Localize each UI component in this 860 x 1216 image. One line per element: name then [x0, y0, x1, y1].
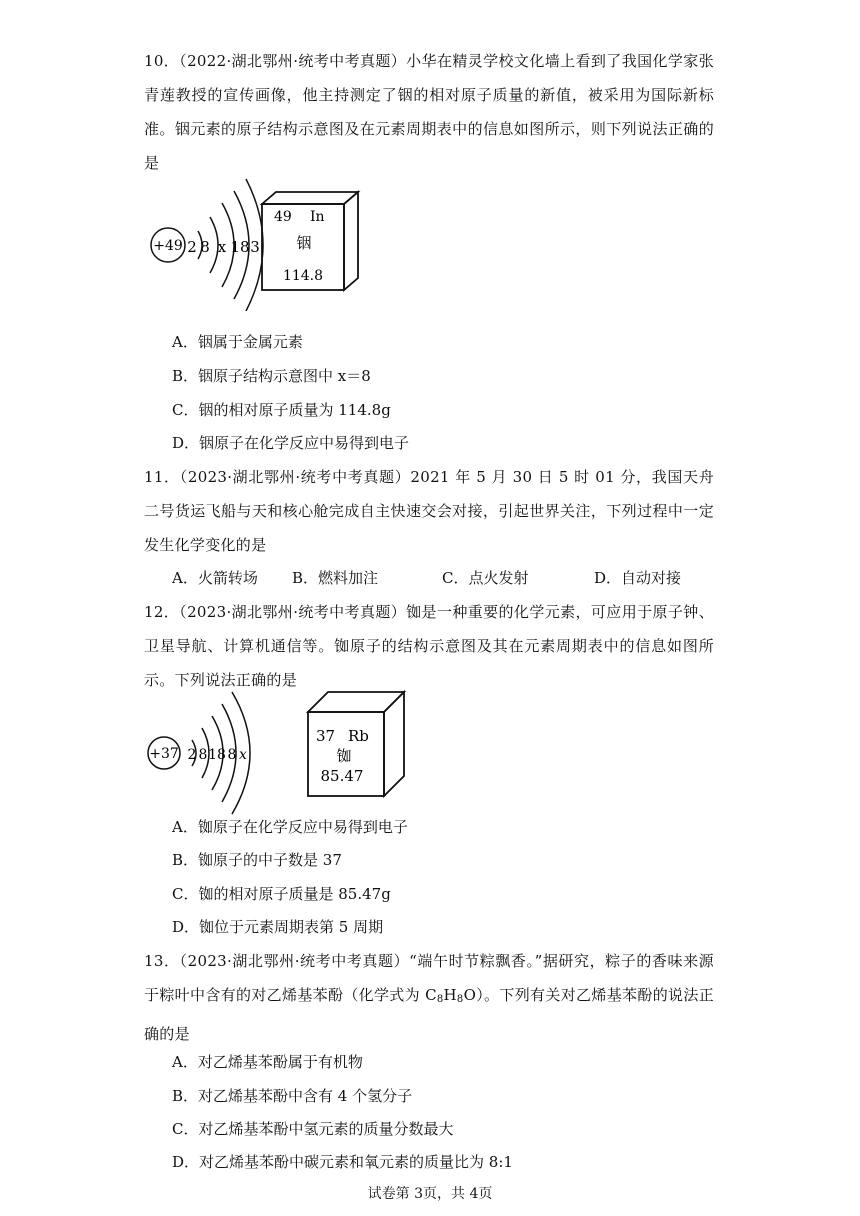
q13-option-d[interactable]: D．对乙烯基苯酚中碳元素和氧元素的质量比为 8:1 [172, 1153, 513, 1171]
q11-option-a[interactable]: A．火箭转场 [172, 569, 258, 587]
question-13-stem: 13．（2023·湖北鄂州·统考中考真题）“端午时节粽飘香。”据研究，粽子的香味来源于粽叶中含有的对乙烯基苯酚（化学式为 $C_8H_8O$）。下列有关对乙烯基苯酚的说法正确的是 [144, 952, 714, 1043]
q13-option-b[interactable]: B．对乙烯基苯酚中含有 4 个氢分子 [172, 1087, 413, 1105]
q13-option-c[interactable]: C．对乙烯基苯酚中氢元素的质量分数最大 [172, 1120, 454, 1138]
shell-electrons-2: 8 [198, 747, 208, 763]
q10-option-b[interactable]: B．铟原子结构示意图中 x＝8 [172, 367, 371, 385]
atomic-mass: 114.8 [282, 268, 324, 284]
shell-electrons-5: 3 [250, 238, 260, 256]
element-symbol: In [310, 209, 325, 225]
element-symbol: Rb [348, 727, 369, 745]
indium-atom-structure-diagram [140, 175, 270, 311]
shell-electrons-2: 8 [200, 238, 210, 256]
q11-option-b[interactable]: B．燃料加注 [292, 569, 379, 587]
rubidium-atom-structure-diagram [140, 690, 260, 816]
rubidium-periodic-table-cell [304, 690, 408, 800]
indium-periodic-table-cell [258, 190, 364, 294]
atomic-mass: 85.47 [320, 767, 364, 785]
q10-option-a[interactable]: A．铟属于金属元素 [172, 333, 303, 351]
element-name: 铷 [336, 747, 352, 765]
q11-option-c[interactable]: C．点火发射 [442, 569, 529, 587]
nucleus-charge: +49 [153, 238, 183, 254]
shell-electrons-4: 18 [230, 238, 250, 256]
q12-option-c[interactable]: C．铷的相对原子质量是 85.47g [172, 885, 391, 903]
shell-electrons-1: 2 [187, 238, 197, 256]
element-name: 铟 [296, 234, 312, 252]
shell-electrons-4: 8 [227, 747, 237, 763]
shell-electrons-3: 18 [208, 747, 226, 763]
q12-option-d[interactable]: D．铷位于元素周期表第 5 周期 [172, 918, 384, 936]
atomic-number: 49 [274, 209, 292, 225]
nucleus-charge: +37 [149, 746, 179, 762]
shell-electrons-3: x [217, 238, 227, 256]
question-12-stem: 12．（2023·湖北鄂州·统考中考真题）铷是一种重要的化学元素，可应用于原子钟、卫星导航、计算机通信等。铷原子的结构示意图及其在元素周期表中的信息如图所示。下列说法正确的是 [144, 603, 714, 689]
question-11-stem: 11．（2023·湖北鄂州·统考中考真题）2021 年 5 月 30 日 5 时 01 分，我国天舟二号货运飞船与天和核心舱完成自主快速交会对接，引起世界关注，下列过程中一定发生化学变化的是 [144, 468, 714, 554]
q12-option-a[interactable]: A．铷原子在化学反应中易得到电子 [172, 818, 408, 836]
q12-option-b[interactable]: B．铷原子的中子数是 37 [172, 851, 342, 869]
q10-option-d[interactable]: D．铟原子在化学反应中易得到电子 [172, 434, 410, 452]
shell-electrons-1: 2 [187, 747, 197, 763]
q10-option-c[interactable]: C．铟的相对原子质量为 114.8g [172, 401, 391, 419]
atomic-number: 37 [316, 727, 336, 745]
q11-option-d[interactable]: D．自动对接 [594, 569, 682, 587]
page-footer: 试卷第 3页，共 4页 [367, 1186, 493, 1202]
q13-option-a[interactable]: A．对乙烯基苯酚属于有机物 [172, 1053, 363, 1071]
shell-electrons-5: x [239, 747, 247, 763]
question-10-stem: 10．（2022·湖北鄂州·统考中考真题）小华在精灵学校文化墙上看到了我国化学家张青莲教授的宣传画像，他主持测定了铟的相对原子质量的新值，被采用为国际新标准。铟元素的原子结构示意图及在元素周期表中的信息如图所示，则下列说法正确的是 [144, 52, 714, 172]
